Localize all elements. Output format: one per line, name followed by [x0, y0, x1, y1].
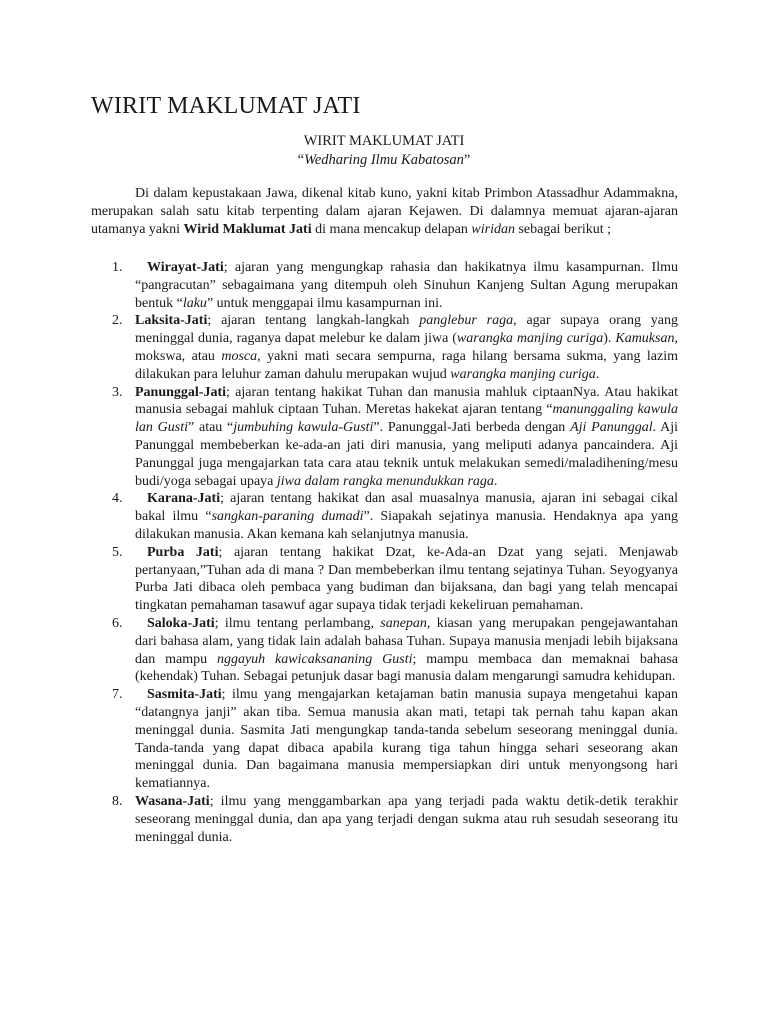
item-italic: laku: [182, 295, 207, 311]
list-item: [91, 686, 678, 793]
document-subtitle: WIRIT MAKLUMAT JATI: [303, 133, 465, 149]
item-text: ; ilmu yang menggambarkan apa yang terjadi pada waktu detik-detik terakhir seseorang meninggal dunia, dan apa yang terjadi dengan sukma atau ruh sesudah seseorang itu meninggal dunia.: [135, 793, 678, 845]
intro-text-2: di mana mencakup delapan: [311, 221, 472, 237]
item-text: ; mampu membaca dan memaknai bahasa (kehendak) Tuhan. Sebagai petunjuk dasar bagi manusia dalam mengarungi samudra kehidupan.: [135, 651, 678, 685]
item-text: . Aji Panunggal membeberkan ke-ada-an jati diri manusia, yang meliputi adanya pancaindera. Aji Panunggal juga mengajarkan tata cara atau teknik untuk melakukan semedi/maladihening/mesu budi/yoga sebagai upaya: [135, 420, 679, 489]
item-text: ”. Panunggal-Jati berbeda dengan: [373, 420, 571, 436]
item-term: Laksita-Jati: [135, 313, 208, 329]
item-italic: panglebur raga: [419, 313, 514, 329]
intro-bold: Wirid Maklumat Jati: [183, 221, 312, 237]
item-term: Wasana-Jati: [135, 793, 210, 809]
item-term: Panunggal-Jati: [135, 384, 227, 400]
intro-text-1: Di dalam kepustakaan Jawa, dikenal kitab kuno, yakni kitab Primbon Atassadhur Adammakna, merupakan salah satu kitab terpenting dalam ajaran Kejawen. Di dalamnya memuat ajaran-ajaran utamanya yakni: [91, 186, 678, 237]
item-text: ; ajaran tentang hakikat Tuhan dan manusia mahluk ciptaanNya. Atau hakikat manusia sebagai mahluk ciptaan Tuhan. Meretas hakekat ajaran tentang “: [135, 384, 678, 418]
document-tagline: “Wedharing Ilmu Kabatosan”: [297, 152, 471, 168]
item-italic: Aji Panunggal: [570, 420, 653, 436]
list-item: [91, 384, 678, 491]
page-title: WIRIT MAKLUMAT JATI: [91, 93, 361, 119]
item-text: , yakni mati secara sempurna, raga hilang bersama sukma, yang lazim dilakukan para leluhur zaman dahulu merupakan wujud: [135, 348, 678, 382]
item-italic: warangka manjing curiga: [456, 331, 604, 347]
item-term: Sasmita-Jati: [147, 687, 222, 703]
list-item: [91, 312, 678, 383]
list-item: [91, 544, 678, 615]
item-italic: sangkan-paraning dumadi: [211, 509, 364, 525]
item-text: ; ajaran tentang langkah-langkah: [207, 313, 420, 329]
list-number: 2.: [112, 313, 123, 329]
item-term: Saloka-Jati: [147, 615, 215, 631]
item-text: ; ajaran tentang hakikat dan asal muasalnya manusia, ajaran ini sebagai cikal bakal ilmu “: [135, 491, 678, 525]
item-text: ; ilmu yang mengajarkan ketajaman batin manusia supaya mengetahui kapan “datangnya janji” akan tiba. Semua manusia akan mati, tetapi tak pernah tahu kapan akan meninggal dunia. Sasmita Jati mengungkap tanda-tanda sebelum seseorang meninggal dunia. Tanda-tanda yang dapat dibaca apabila kurang tiga tahun hingga sehari seseorang akan meninggal dunia. Dan bagaimana manusia mempersiapkan diri untuk menyongsong hari kematiannya.: [135, 687, 678, 792]
list-number: 5.: [112, 544, 123, 560]
item-italic: jumbuhing kawula-Gusti: [233, 420, 374, 436]
item-term: Wirayat-Jati: [147, 260, 224, 275]
list-item: [91, 490, 678, 543]
item-text: ”. Siapakah sejatinya manusia. Hendaknya apa yang dilakukan manusia. Akan kemana kah selanjutnya manusia.: [135, 509, 679, 542]
item-text: .: [595, 366, 600, 382]
item-italic: manunggaling kawula lan Gusti: [135, 402, 678, 436]
item-text: .: [493, 473, 498, 489]
item-italic: jiwa dalam rangka menundukkan raga: [276, 473, 494, 489]
tagline-text: Wedharing Ilmu Kabatosan: [304, 152, 464, 168]
list-number: 7.: [112, 687, 123, 703]
item-text: , agar supaya orang yang meninggal dunia, raganya dapat melebur ke dalam jiwa (: [135, 313, 678, 347]
item-term: Karana-Jati: [147, 491, 221, 507]
item-text: ; ilmu tentang perlambang,: [214, 615, 381, 631]
list-item: [91, 259, 678, 312]
item-text: ” atau “: [188, 420, 234, 436]
list-item: [91, 793, 678, 846]
item-text: ” untuk menggapai ilmu kasampurnan ini.: [206, 295, 443, 311]
item-text: , kiasan yang merupakan pengejawantahan dari bahasa alam, yang tidak lain adalah bahasa Tuhan. Supaya manusia menjadi lebih bijaksana dan mampu: [135, 615, 678, 667]
intro-text-3: sebagai berikut ;: [514, 221, 611, 237]
wirid-list: [91, 259, 678, 846]
item-text: ; ajaran yang mengungkap rahasia dan hakikatnya ilmu kasampurnan. Ilmu “pangracutan” sebagaimana yang ditempuh oleh Sinuhun Kanjeng Sultan Agung merupakan bentuk “: [135, 260, 678, 311]
item-text: ).: [603, 331, 616, 347]
item-italic: sanepan: [380, 615, 427, 631]
list-number: 6.: [112, 615, 123, 631]
item-italic: warangka manjing curiga: [450, 366, 596, 382]
item-italic: Kamuksan,: [615, 331, 678, 347]
intro-paragraph: [91, 185, 678, 238]
list-number: 3.: [112, 384, 123, 400]
item-text: mokswa, atau: [135, 348, 222, 364]
item-italic: mosca: [221, 348, 258, 364]
list-number: 4.: [112, 491, 123, 507]
item-italic: nggayuh kawicaksananing Gusti: [216, 651, 413, 667]
item-term: Purba Jati: [147, 544, 219, 560]
item-text: ; ajaran tentang hakikat Dzat, ke-Ada-an Dzat yang sejati. Menjawab pertanyaan,”Tuhan ada di mana ? Dan membeberkan ilmu tentang sejatinya Tuhan. Seyogyanya Purba Jati dibaca oleh pembaca yang budiman dan bijaksana, dan bagi yang telah mencapai tingkatan pemahaman tasawuf agar supaya tidak terjadi kekeliruan pemahaman.: [135, 544, 679, 614]
list-number: 8.: [112, 793, 123, 809]
list-number: 1.: [112, 260, 123, 275]
intro-italic: wiridan: [471, 221, 515, 237]
list-item: [91, 615, 678, 686]
